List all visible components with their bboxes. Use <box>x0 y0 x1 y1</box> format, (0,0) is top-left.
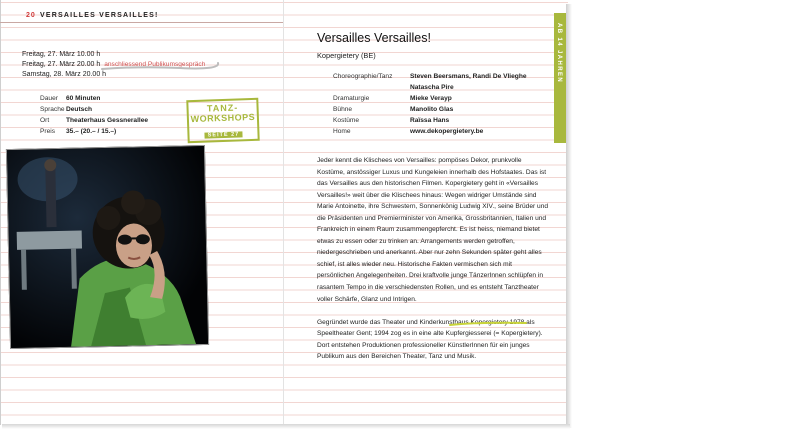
talk-note: anschliessend Publikumsgespräch <box>104 61 206 69</box>
pen-underline-icon <box>100 60 224 74</box>
fact-row: Dauer 60 Minuten <box>40 95 101 102</box>
age-tab: AB 14 JAHREN <box>554 13 566 143</box>
dancer-image-icon <box>7 146 208 348</box>
date-line: Freitag, 27. März 10.00 h <box>22 51 101 58</box>
header-rule <box>0 22 283 23</box>
fact-row: Ort Theaterhaus Gessnerallee <box>40 116 149 124</box>
date-line: Samstag, 28. März 20.00 h <box>22 71 107 79</box>
page-title: Versailles Versailles! <box>317 31 431 45</box>
fact-row: Sprache Deutsch <box>40 105 93 113</box>
body-paragraph: Jeder kennt die Klischees von Versailles: pompöses Dekor, prunkvolle Kostüme, anstössiger Luxus und Kungeleien innerhalb des Hofstaates. Das ist das Versailles aus den historischen Filmen. Kopergietery geht in «Versailles Versailles!» weit über die Klischees hinaus: Wegen widriger Umstände sind Marie Antoinette, ihre Schwestern, Sonnenkönig Ludwig XIV., seine Brüder und die Präsidenten und Premierminister von Amerika, Grossbritannien, Italien und Frankreich in einem Raum zusammengepfercht. Es ist heiss, niemand bietet etwas zu essen oder zu trinken an. Arrangements werden getroffen, niedergeschrieben und anerkannt. Aber nur zehn Sekunden später geht alles schief, ist alles wieder neu. Historische Fakten vermischen sich mit persönlichen Angelegenheiten. Drei kraftvolle junge TänzerInnen schlüpfen in rasantem Tempo in die verschiedensten Rollen, und es entsteht Tanztheater voller Schärfe, Glanz und Intrigen. <box>317 157 549 303</box>
credit-row: Bühne Manolito Glas <box>333 105 454 113</box>
page-shadow <box>566 4 572 428</box>
facts-table <box>40 94 148 138</box>
highlight-underline-icon <box>448 320 528 328</box>
company-name: Kopergietery (BE) <box>317 51 376 60</box>
date-line: Freitag, 27. März 20.00 h anschliessend Publikumsgespräch <box>22 61 206 69</box>
body-text <box>317 155 549 374</box>
credit-row: Choreographie/Tanz Steven Beersmans, Randi De Vlieghe <box>333 73 527 80</box>
body-paragraph: Gegründet wurde das Theater und Kinderkunsthaus Kopergietery 1978 als Speeltheater Gent; 1994 zog es in eine alte Kupfergiesserei (= Kopergietery). Dort entstehen Produktionen professioneller KünstlerInnen für ein junges Publikum aus den Bereichen Theater, Tanz und Musik. <box>317 318 543 361</box>
running-head: VERSAILLES VERSAILLES! <box>40 12 159 19</box>
credit-row: Natascha Pire <box>410 83 454 91</box>
fact-row: Preis 35.– (20.– / 15.–) <box>40 127 117 135</box>
page-bottom-shadow <box>2 424 570 429</box>
page-number: 20 <box>26 12 36 19</box>
performance-photo <box>6 145 209 349</box>
gutter-line <box>283 0 284 425</box>
page-edge <box>0 0 1 425</box>
workshop-stamp: TANZ- WORKSHOPS SEITE 27 <box>186 98 259 143</box>
credit-row: Home www.dekopergietery.be <box>333 127 484 135</box>
credit-row: Dramaturgie Mieke Verayp <box>333 94 452 102</box>
credit-row: Kostüme Raïssa Hans <box>333 116 450 124</box>
credits-table <box>333 72 527 137</box>
